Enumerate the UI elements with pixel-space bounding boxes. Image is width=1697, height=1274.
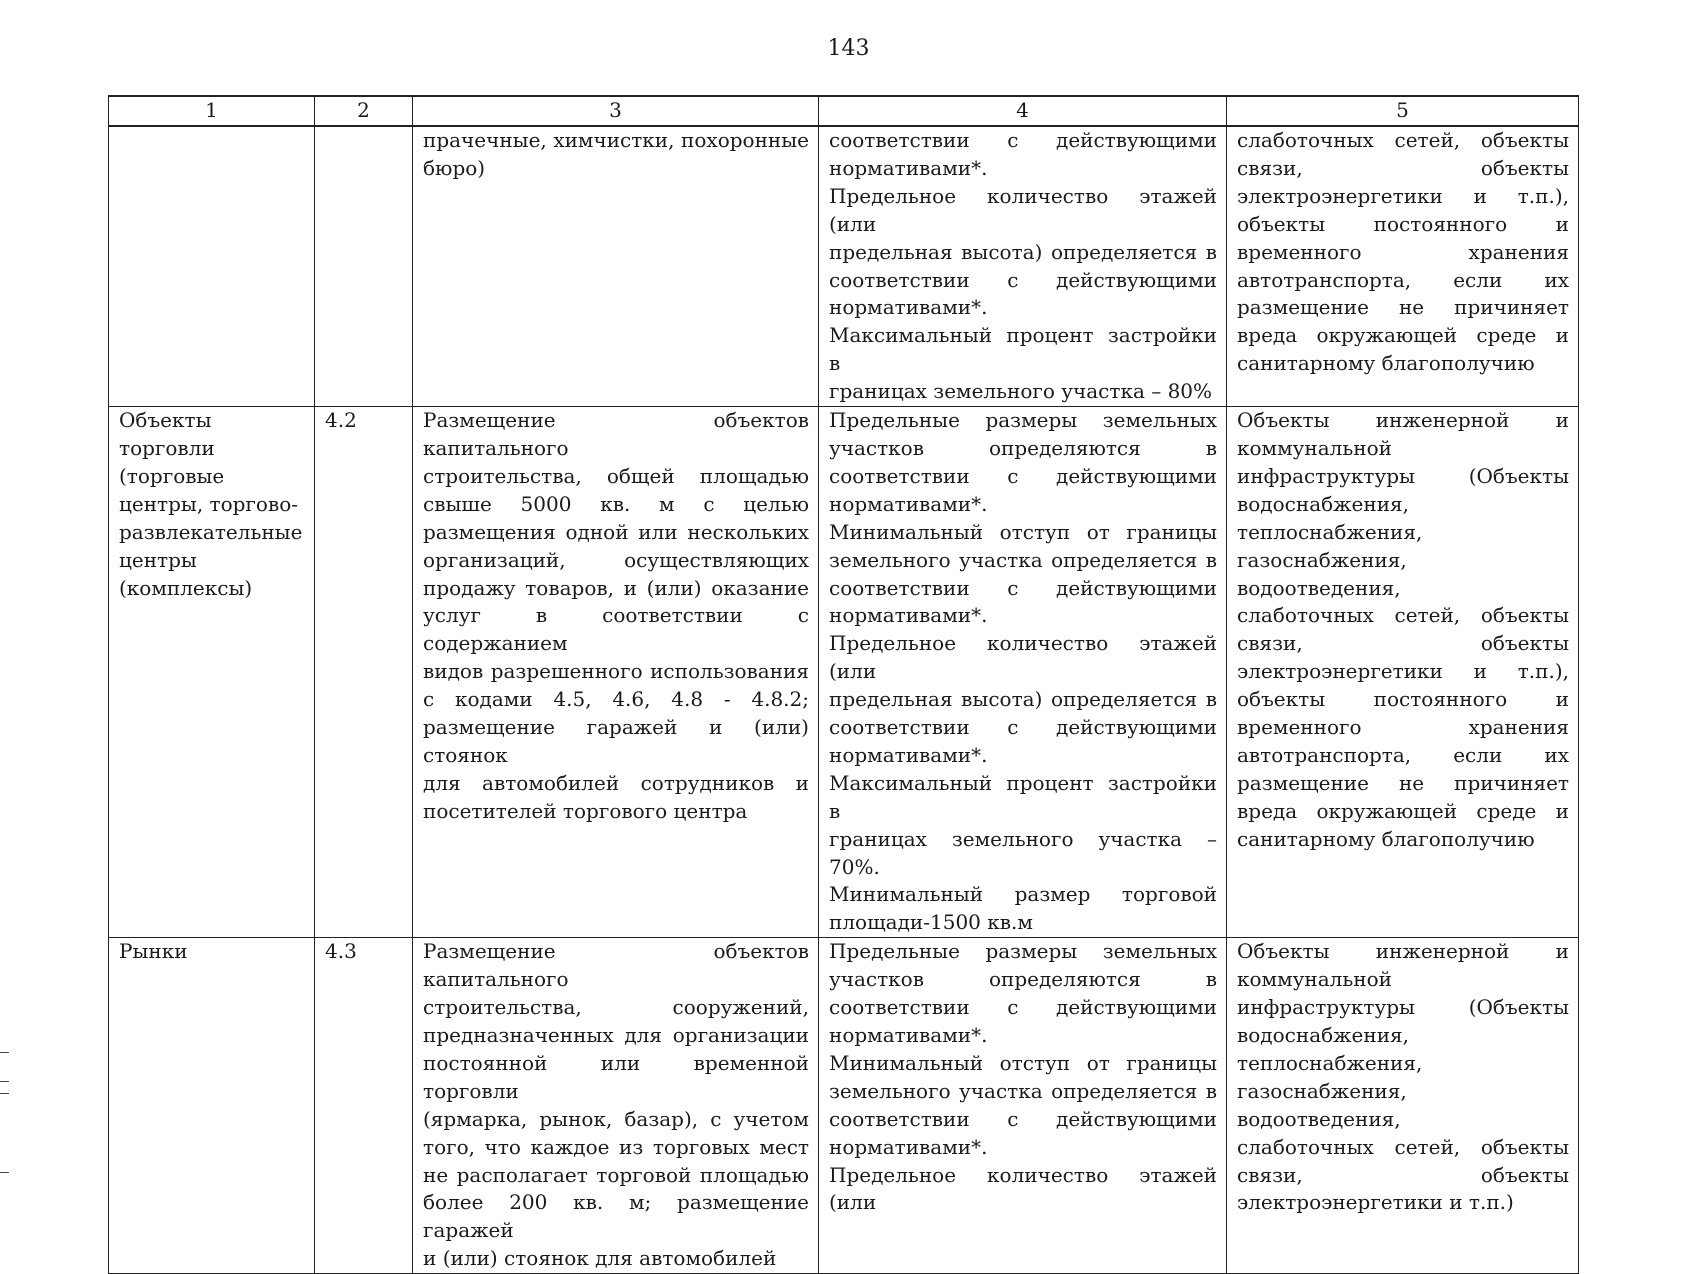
text-line: Предельные размеры земельных xyxy=(829,939,1217,964)
text-line: участков определяются в xyxy=(829,967,1217,992)
table-body xyxy=(109,126,1579,1274)
column-number-2: 2 xyxy=(315,96,413,126)
text-line: соответствии с действующими xyxy=(829,575,1217,600)
text-line: нормативами*. xyxy=(829,295,988,320)
column-number-4: 4 xyxy=(819,96,1227,126)
text-line: электроэнергетики и т.п.), xyxy=(1237,183,1569,208)
text-line: нормативами*. xyxy=(829,742,988,767)
text-line: соответствии с действующими xyxy=(829,267,1217,292)
table-row xyxy=(109,407,1579,938)
text-line: Минимальный размер торговой xyxy=(829,882,1217,907)
cell-building-parameters xyxy=(819,126,1227,407)
column-number-1: 1 xyxy=(109,96,315,126)
scan-artifact-mark xyxy=(0,1093,9,1094)
text-line: того, что каждое из торговых мест xyxy=(423,1134,809,1159)
text-line: организаций, осуществляющих xyxy=(423,547,809,572)
table-header-row xyxy=(109,96,1579,126)
text-line: временного хранения xyxy=(1237,239,1569,264)
text-line: инфраструктуры (Объекты xyxy=(1237,463,1569,488)
scan-artifact-mark xyxy=(0,1081,9,1082)
text-line: (торговые xyxy=(119,463,225,488)
text-line: не располагает торговой площадью xyxy=(423,1162,809,1187)
cell-use-code: 4.3 xyxy=(315,938,413,1274)
cell-building-parameters xyxy=(819,407,1227,938)
text-line: связи, объекты xyxy=(1237,155,1569,180)
text-line: для автомобилей сотрудников и xyxy=(423,770,809,795)
page-number: 143 xyxy=(827,36,870,61)
text-line: более 200 кв. м; размещение гаражей xyxy=(423,1190,809,1243)
scan-artifact-mark xyxy=(0,1172,9,1173)
text-line: временного хранения xyxy=(1237,715,1569,740)
text-line: центры xyxy=(119,547,197,572)
text-line: границах земельного участка – 70%. xyxy=(829,826,1217,879)
cell-auxiliary-uses xyxy=(1227,407,1579,938)
text-line: инфраструктуры (Объекты xyxy=(1237,995,1569,1020)
text-line: (ярмарка, рынок, базар), с учетом xyxy=(423,1106,809,1131)
text-line: вреда окружающей среде и xyxy=(1237,798,1569,823)
cell-object-name xyxy=(109,407,315,938)
text-line: прачечные, химчистки, похоронные xyxy=(423,128,809,152)
text-line: земельного участка определяется в xyxy=(829,547,1217,572)
text-line: автотранспорта, если их xyxy=(1237,742,1569,767)
cell-auxiliary-uses xyxy=(1227,126,1579,407)
text-line: связи, объекты xyxy=(1237,631,1569,656)
text-line: газоснабжения, водоотведения, xyxy=(1237,547,1407,600)
column-number-3: 3 xyxy=(413,96,819,126)
text-line: водоснабжения, xyxy=(1237,1023,1410,1047)
text-line: (комплексы) xyxy=(119,575,253,600)
text-line: площади-1500 кв.м xyxy=(829,910,1033,935)
text-line: электроэнергетики и т.п.), xyxy=(1237,659,1569,684)
text-line: теплоснабжения, xyxy=(1237,1050,1423,1075)
table-row xyxy=(109,938,1579,1274)
cell-building-parameters xyxy=(819,938,1227,1274)
text-line: санитарному благополучию xyxy=(1237,351,1535,376)
text-line: постоянной или временной торговли xyxy=(423,1050,809,1103)
text-line: предназначенных для организации xyxy=(423,1023,809,1047)
cell-use-description xyxy=(413,407,819,938)
text-line: нормативами*. xyxy=(829,603,988,628)
text-line: бюро) xyxy=(423,155,486,180)
text-line: центры, торгово- xyxy=(119,491,299,516)
text-line: размещения одной или нескольких xyxy=(423,519,809,544)
text-line: слаботочных сетей, объекты xyxy=(1237,1134,1569,1159)
text-line: Предельное количество этажей (или xyxy=(829,631,1217,684)
text-line: размещение не причиняет xyxy=(1237,770,1569,795)
text-line: Минимальный отступ от границы xyxy=(829,1050,1217,1075)
text-line: соответствии с действующими xyxy=(829,128,1217,152)
text-line: Рынки xyxy=(119,939,188,964)
text-line: посетителей торгового центра xyxy=(423,798,748,823)
text-line: предельная высота) определяется в xyxy=(829,687,1217,712)
cell-use-description xyxy=(413,938,819,1274)
cell-use-code: 4.2 xyxy=(315,407,413,938)
text-line: Максимальный процент застройки в xyxy=(829,770,1217,823)
text-line: размещение гаражей и (или) стоянок xyxy=(423,715,809,767)
text-line: коммунальной xyxy=(1237,435,1392,460)
text-line: Предельное количество этажей (или xyxy=(829,183,1217,236)
text-line: торговли xyxy=(119,435,215,460)
text-line: автотранспорта, если их xyxy=(1237,267,1569,292)
text-line: развлекательные xyxy=(119,519,303,544)
text-line: коммунальной xyxy=(1237,967,1392,992)
text-line: нормативами*. xyxy=(829,491,988,516)
text-line: электроэнергетики и т.п.) xyxy=(1237,1190,1514,1215)
land-use-table xyxy=(108,95,1579,1274)
text-line: Объекты xyxy=(119,408,212,433)
text-line: свыше 5000 кв. м с целью xyxy=(423,491,809,516)
text-line: нормативами*. xyxy=(829,155,988,180)
text-line: Минимальный отступ от границы xyxy=(829,519,1217,544)
text-line: соответствии с действующими xyxy=(829,995,1217,1020)
text-line: нормативами*. xyxy=(829,1134,988,1159)
text-line: предельная высота) определяется в xyxy=(829,239,1217,264)
text-line: и (или) стоянок для автомобилей xyxy=(423,1246,777,1271)
text-line: водоснабжения, xyxy=(1237,491,1410,516)
text-line: слаботочных сетей, объекты xyxy=(1237,603,1569,628)
text-line: Размещение объектов капитального xyxy=(423,939,809,992)
text-line: услуг в соответствии с содержанием xyxy=(423,603,809,656)
text-line: Объекты инженерной и xyxy=(1237,939,1569,964)
text-line: участков определяются в xyxy=(829,435,1217,460)
text-line: границах земельного участка – 80% xyxy=(829,379,1213,404)
text-line: газоснабжения, водоотведения, xyxy=(1237,1078,1407,1131)
text-line: строительства, сооружений, xyxy=(423,995,809,1020)
text-line: соответствии с действующими xyxy=(829,715,1217,740)
text-line: санитарному благополучию xyxy=(1237,826,1535,851)
text-line: слаботочных сетей, объекты xyxy=(1237,128,1569,152)
text-line: продажу товаров, и (или) оказание xyxy=(423,575,809,600)
text-line: Максимальный процент застройки в xyxy=(829,323,1217,376)
cell-object-name xyxy=(109,126,315,407)
text-line: Размещение объектов капитального xyxy=(423,408,809,460)
text-line: объекты постоянного и xyxy=(1237,687,1569,712)
cell-use-description xyxy=(413,126,819,407)
column-number-5: 5 xyxy=(1227,96,1579,126)
text-line: строительства, общей площадью xyxy=(423,463,809,488)
text-line: Объекты инженерной и xyxy=(1237,408,1569,433)
cell-object-name xyxy=(109,938,315,1274)
scan-artifact-mark xyxy=(0,1052,9,1053)
cell-auxiliary-uses xyxy=(1227,938,1579,1274)
text-line: размещение не причиняет xyxy=(1237,295,1569,320)
text-line: теплоснабжения, xyxy=(1237,519,1423,544)
text-line: объекты постоянного и xyxy=(1237,211,1569,236)
text-line: Предельные размеры земельных xyxy=(829,408,1217,433)
text-line: видов разрешенного использования xyxy=(423,659,809,684)
text-line: соответствии с действующими xyxy=(829,463,1217,488)
table-row xyxy=(109,126,1579,407)
cell-use-code xyxy=(315,126,413,407)
text-line: нормативами*. xyxy=(829,1023,988,1047)
text-line: земельного участка определяется в xyxy=(829,1078,1217,1103)
text-line: с кодами 4.5, 4.6, 4.8 - 4.8.2; xyxy=(423,687,809,712)
text-line: вреда окружающей среде и xyxy=(1237,323,1569,348)
text-line: связи, объекты xyxy=(1237,1162,1569,1187)
text-line: Предельное количество этажей (или xyxy=(829,1162,1217,1215)
text-line: соответствии с действующими xyxy=(829,1106,1217,1131)
